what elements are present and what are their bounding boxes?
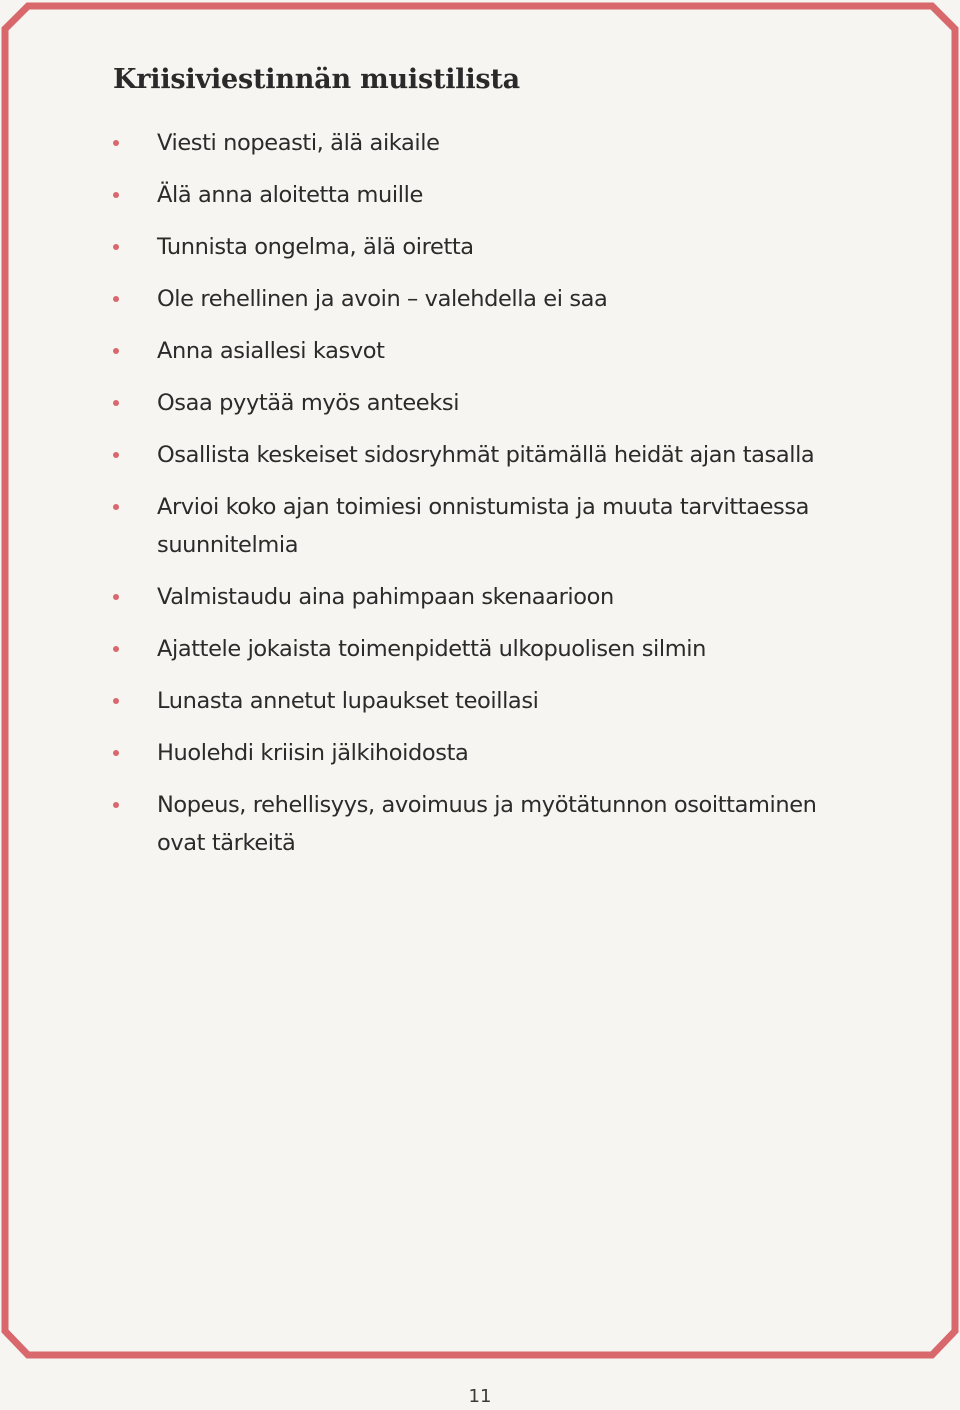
list-item	[113, 332, 833, 370]
list-item-text: Lunasta annetut lupaukset teoillasi	[157, 688, 539, 714]
list-item-text: Osaa pyytää myös anteeksi	[157, 390, 460, 416]
list-item-text: Viesti nopeasti, älä aikaile	[157, 130, 440, 156]
checklist	[113, 124, 833, 862]
list-item-text: Ole rehellinen ja avoin – valehdella ei saa	[157, 286, 608, 312]
list-item	[113, 488, 833, 564]
list-item	[113, 786, 833, 862]
bullet-icon	[113, 750, 119, 756]
list-item	[113, 734, 833, 772]
list-item-text: Valmistaudu aina pahimpaan skenaarioon	[157, 584, 614, 610]
bullet-icon	[113, 192, 119, 198]
checklist-section	[113, 60, 833, 876]
bullet-icon	[113, 504, 119, 510]
bullet-icon	[113, 594, 119, 600]
list-item	[113, 228, 833, 266]
list-item	[113, 176, 833, 214]
bullet-icon	[113, 296, 119, 302]
list-item	[113, 280, 833, 318]
list-item	[113, 682, 833, 720]
page-title: Kriisiviestinnän muistilista	[113, 64, 520, 95]
list-item-text: Tunnista ongelma, älä oiretta	[157, 234, 474, 260]
bullet-icon	[113, 802, 119, 808]
bullet-icon	[113, 698, 119, 704]
list-item-text: Älä anna aloitetta muille	[157, 182, 423, 208]
bullet-icon	[113, 244, 119, 250]
list-item-text: Arvioi koko ajan toimiesi onnistumista ja muuta tarvittaessa suunnitelmia	[157, 494, 810, 558]
list-item-text: Osallista keskeiset sidosryhmät pitämällä heidät ajan tasalla	[157, 442, 815, 468]
list-item-text: Anna asiallesi kasvot	[157, 338, 385, 364]
bullet-icon	[113, 348, 119, 354]
list-item-text: Ajattele jokaista toimenpidettä ulkopuolisen silmin	[157, 636, 706, 662]
list-item	[113, 630, 833, 668]
page-number: 11	[468, 1386, 492, 1407]
list-item-text: Nopeus, rehellisyys, avoimuus ja myötätunnon osoittaminen ovat tärkeitä	[157, 792, 817, 856]
bullet-icon	[113, 646, 119, 652]
list-item	[113, 436, 833, 474]
list-item	[113, 384, 833, 422]
bullet-icon	[113, 400, 119, 406]
bullet-icon	[113, 452, 119, 458]
list-item	[113, 578, 833, 616]
bullet-icon	[113, 140, 119, 146]
list-item	[113, 124, 833, 162]
list-item-text: Huolehdi kriisin jälkihoidosta	[157, 740, 469, 766]
